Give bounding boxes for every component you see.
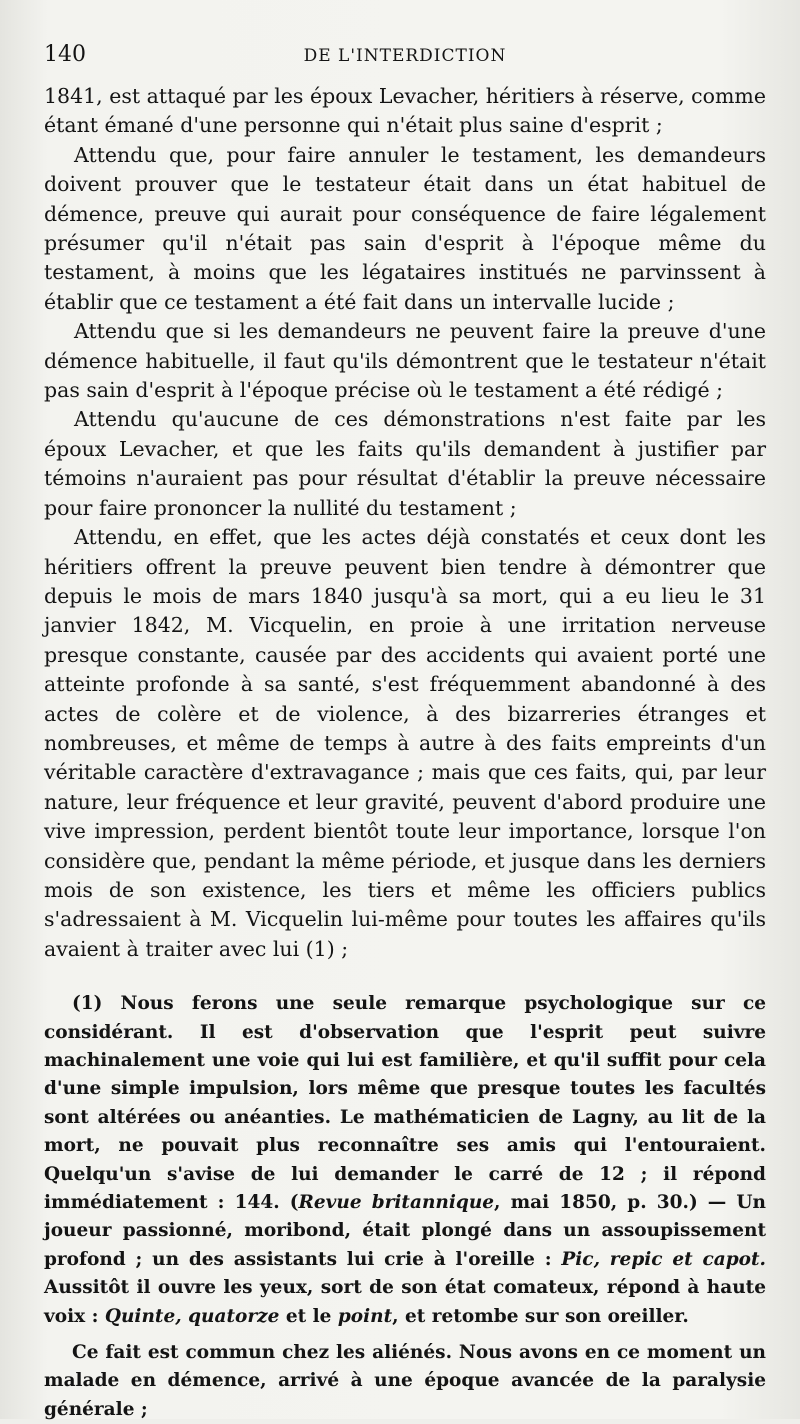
main-text — [44, 82, 766, 964]
footnote-text: , mai 1850, p. 30.) — Un joueur passionné, moribond, était plongé dans un assoupissement profond ; un des assistants lui crie à l'oreille : — [44, 1192, 766, 1270]
quoted-phrase: Quinte, quatorze — [104, 1305, 280, 1327]
paragraph: 1841, est attaqué par les époux Levacher, héritiers à réserve, comme étant émané d'une personne qui n'était plus saine d'esprit ; — [44, 84, 766, 138]
citation-title: Revue britannique — [298, 1192, 495, 1214]
quoted-phrase: Pic, repic et capot. — [561, 1248, 766, 1270]
footnote-text: Aussitôt il ouvre les yeux, sort de son état comateux, répond à haute voix : — [44, 1277, 766, 1327]
paragraph: Attendu, en effet, que les actes déjà constatés et ceux dont les héritiers offrent la preuve peuvent bien tendre à démontrer que depuis le mois de mars 1840 jusqu'à sa mort, qui a eu lieu le 31 janvier 1842, M. Vicquelin, en proie à une irritation nerveuse presque constante, causée par des accidents qui avaient porté une atteinte profonde à sa santé, s'est fréquemment abandonné à des actes de colère et de violence, à des bizarreries étranges et nombreuses, et même de temps à autre à des faits empreints d'un véritable caractère d'extravagance ; mais que ces faits, qui, par leur nature, leur fréquence et leur gravité, peuvent d'abord produire une vive impression, perdent bientôt toute leur importance, lorsque l'on considère que, pendant la même période, et jusque dans les derniers mois de son existence, les tiers et même les officiers publics s'adressaient à M. Vicquelin lui-même pour toutes les affaires qu'ils avaient à traiter avec lui (1) ; — [44, 525, 766, 961]
quoted-phrase: point — [337, 1305, 393, 1327]
footnote-text: et le — [279, 1305, 338, 1327]
paragraph: Attendu que si les demandeurs ne peuvent faire la preuve d'une démence habituelle, il faut qu'ils démontrent que le testateur n'était pas sain d'esprit à l'époque précise où le testament a été rédigé ; — [44, 319, 766, 403]
footnote-text: , et retombe sur son oreiller. — [392, 1305, 689, 1327]
footnote-continuation: Ce fait est commun chez les aliénés. Nous avons en ce moment un malade en démence, arrivé à une époque avancée de la paralysie générale ; — [44, 1342, 766, 1420]
paragraph: Attendu que, pour faire annuler le testament, les demandeurs doivent prouver que le testateur était dans un état habituel de démence, preuve qui aurait pour conséquence de faire légalement présumer qu'il n'était pas sain d'esprit à l'époque même du testament, à moins que les légataires institués ne parvinssent à établir que ce testament a été fait dans un intervalle lucide ; — [44, 142, 766, 314]
page-header — [44, 42, 766, 82]
running-head: DE L'INTERDICTION — [303, 46, 507, 66]
footnotes — [44, 990, 766, 1424]
page-number: 140 — [44, 42, 86, 67]
footnote-1 — [44, 990, 766, 1331]
paragraph: Attendu qu'aucune de ces démonstrations n'est faite par les époux Levacher, et que les faits qu'ils demandent à justifier par témoins n'auraient pas pour résultat d'établir la preuve nécessaire pour faire prononcer la nullité du testament ; — [44, 407, 766, 520]
footnote-text: (1) Nous ferons une seule remarque psychologique sur ce considérant. Il est d'observation que l'esprit peut suivre machinalement une voie qui lui est familière, et qu'il suffit pour cela d'une simple impulsion, lors même que presque toutes les facultés sont altérées ou anéanties. Le mathématicien de Lagny, au lit de la mort, ne pouvait plus reconnaître ses amis qui l'entouraient. Quelqu'un s'avise de lui demander le carré de 12 ; il répond immédiatement : 144. ( — [44, 993, 766, 1214]
